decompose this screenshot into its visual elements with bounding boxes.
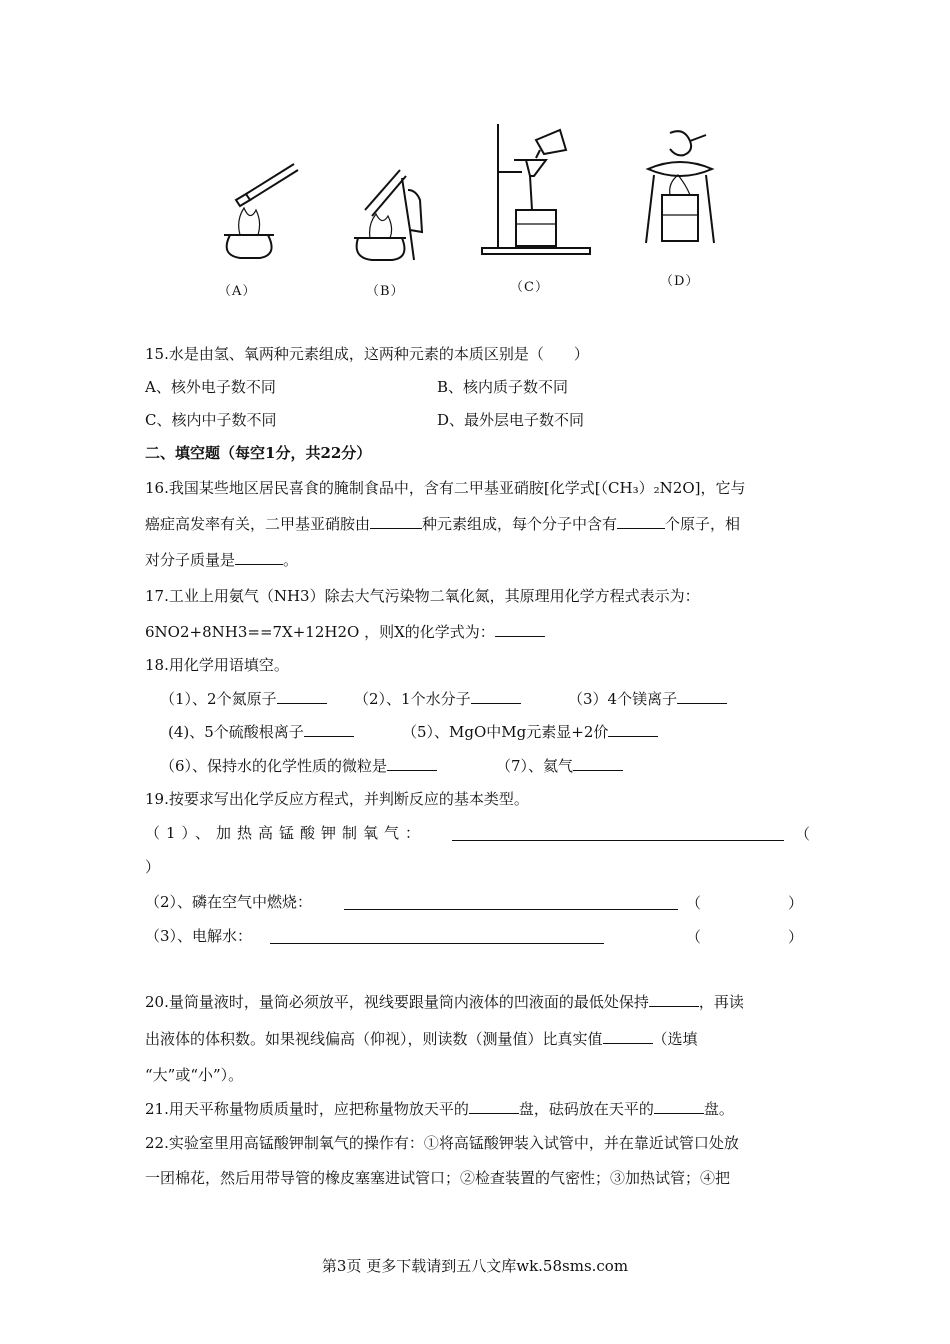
question-18-row-2b xyxy=(402,722,658,742)
question-19-item-2-close-paren: ） xyxy=(788,894,804,912)
answer-blank-20-1[interactable] xyxy=(649,992,699,1007)
question-21-line xyxy=(145,1099,734,1119)
question-18-item-1: （1）、2个氮原子 xyxy=(160,690,277,708)
answer-blank-18-7[interactable] xyxy=(573,756,623,771)
answer-blank-18-6[interactable] xyxy=(387,756,437,771)
answer-blank-18-5[interactable] xyxy=(608,722,658,737)
figure-d-label: （D） xyxy=(660,274,700,289)
question-16-line-2 xyxy=(145,514,740,534)
question-16-text-c: 个原子，相 xyxy=(665,515,741,533)
figure-b-label: （B） xyxy=(366,284,405,299)
question-18-item-7: （7）、氦气 xyxy=(496,757,574,775)
figure-a-heating-test-tube xyxy=(210,160,300,260)
question-19-item-3-row xyxy=(145,926,252,946)
question-22-line-2: 一团棉花，然后用带导管的橡皮塞塞进试管口；②检查装置的气密性；③加热试管；④把 xyxy=(145,1169,731,1187)
question-20-text-d: （选填 xyxy=(652,1030,698,1048)
question-18-item-6: （6）、保持水的化学性质的微粒是 xyxy=(160,757,388,775)
answer-blank-21-1[interactable] xyxy=(469,1099,519,1114)
question-17-equation: 6NO2+8NH3==7X+12H2O ，则X的化学式为： xyxy=(145,623,495,641)
page-footer: 第3页 更多下载请到五八文库wk.58sms.com xyxy=(321,1257,629,1275)
question-16-text-d: 对分子质量是 xyxy=(145,551,236,569)
figure-d-evaporation-tripod xyxy=(640,125,730,250)
question-21-text-c: 盘。 xyxy=(703,1100,734,1118)
section-2-heading: 二、填空题（每空1分，共22分） xyxy=(145,444,372,462)
question-15-option-b: B、核内质子数不同 xyxy=(437,378,569,396)
question-19-item-3: （3）、电解水： xyxy=(145,927,253,945)
question-15-stem: 15.水是由氢、氧两种元素组成，这两种元素的本质区别是（ ） xyxy=(145,345,589,363)
answer-blank-18-2[interactable] xyxy=(471,689,521,704)
figure-c-label: （C） xyxy=(510,280,549,295)
question-20-text-a: 20.量筒量液时，量筒必须放平，视线要跟量筒内液体的凹液面的最低处保持 xyxy=(145,993,649,1011)
question-18-item-4: (4)、5个硫酸根离子 xyxy=(168,723,304,741)
figure-a-label: （A） xyxy=(218,284,257,299)
figure-b-hand-holding-test-tube xyxy=(350,160,450,265)
question-18-row-3 xyxy=(160,756,437,776)
answer-blank-18-1[interactable] xyxy=(277,689,327,704)
answer-blank-19-1[interactable] xyxy=(452,826,784,841)
answer-blank-atom-count[interactable] xyxy=(617,514,665,529)
answer-blank-19-2[interactable] xyxy=(344,895,678,910)
question-15-option-d: D、最外层电子数不同 xyxy=(437,411,585,429)
question-19-item-2-open-paren: （ xyxy=(686,894,702,912)
answer-blank-18-4[interactable] xyxy=(304,722,354,737)
answer-blank-19-3[interactable] xyxy=(270,929,604,944)
figure-c-filtration-setup xyxy=(480,120,600,260)
question-20-text-c: 出液体的体积数。如果视线偏高（仰视），则读数（测量值）比真实值 xyxy=(145,1030,603,1048)
question-20-line-1 xyxy=(145,992,744,1012)
question-19-stem: 19.按要求写出化学反应方程式，并判断反应的基本类型。 xyxy=(145,790,529,808)
answer-blank-molecular-mass[interactable] xyxy=(235,550,283,565)
answer-blank-element-count[interactable] xyxy=(370,514,422,529)
question-15-option-c: C、核内中子数不同 xyxy=(145,411,277,429)
question-22-line-1: 22.实验室里用高锰酸钾制氧气的操作有：①将高锰酸钾装入试管中，并在靠近试管口处放 xyxy=(145,1134,739,1152)
question-18-row-1 xyxy=(160,689,327,709)
question-19-item-2-row xyxy=(145,892,312,912)
question-21-text-a: 21.用天平称量物质质量时，应把称量物放天平的 xyxy=(145,1100,469,1118)
question-18-row-1c xyxy=(568,689,727,709)
answer-blank-18-3[interactable] xyxy=(677,689,727,704)
question-19-item-1-close-paren: ） xyxy=(145,858,161,876)
answer-blank-x-formula[interactable] xyxy=(495,622,545,637)
question-21-text-b: 盘，砝码放在天平的 xyxy=(518,1100,654,1118)
question-19-item-1-open-paren: （ xyxy=(795,825,811,843)
question-17-line-2 xyxy=(145,622,545,642)
question-18-item-5: （5）、MgO中Mg元素显+2价 xyxy=(402,723,609,741)
question-16-line-1: 16.我国某些地区居民喜食的腌制食品中，含有二甲基亚硝胺[化学式[（CH₃）₂N2O]，它与 xyxy=(145,479,746,497)
question-17-line-1: 17.工业上用氨气（NH3）除去大气污染物二氧化氮，其原理用化学方程式表示为： xyxy=(145,587,700,605)
answer-blank-21-2[interactable] xyxy=(654,1099,704,1114)
answer-blank-20-2[interactable] xyxy=(603,1029,653,1044)
question-18-item-3: （3）4个镁离子 xyxy=(568,690,678,708)
question-16-text-b: 种元素组成，每个分子中含有 xyxy=(422,515,618,533)
question-20-text-b: ，再读 xyxy=(698,993,744,1011)
question-19-item-1: （1）、加热高锰酸钾制氧气： xyxy=(145,824,427,842)
apparatus-figures xyxy=(180,120,740,310)
question-15-option-a: A、核外电子数不同 xyxy=(145,378,276,396)
question-20-line-3: “大”或“小”）。 xyxy=(145,1066,244,1084)
question-18-row-3b xyxy=(496,756,623,776)
question-16-line-3 xyxy=(145,550,298,570)
question-18-item-2: （2）、1个水分子 xyxy=(354,690,471,708)
question-18-row-2 xyxy=(168,722,354,742)
question-20-line-2 xyxy=(145,1029,698,1049)
question-18-row-1b xyxy=(354,689,521,709)
question-19-item-3-close-paren: ） xyxy=(788,928,804,946)
question-19-item-1-row xyxy=(145,823,426,843)
question-19-item-2: （2）、磷在空气中燃烧： xyxy=(145,893,313,911)
question-19-item-3-open-paren: （ xyxy=(686,928,702,946)
question-18-stem: 18.用化学用语填空。 xyxy=(145,656,289,674)
question-16-text-e: 。 xyxy=(283,551,299,569)
question-16-text-a: 癌症高发率有关，二甲基亚硝胺由 xyxy=(145,515,371,533)
